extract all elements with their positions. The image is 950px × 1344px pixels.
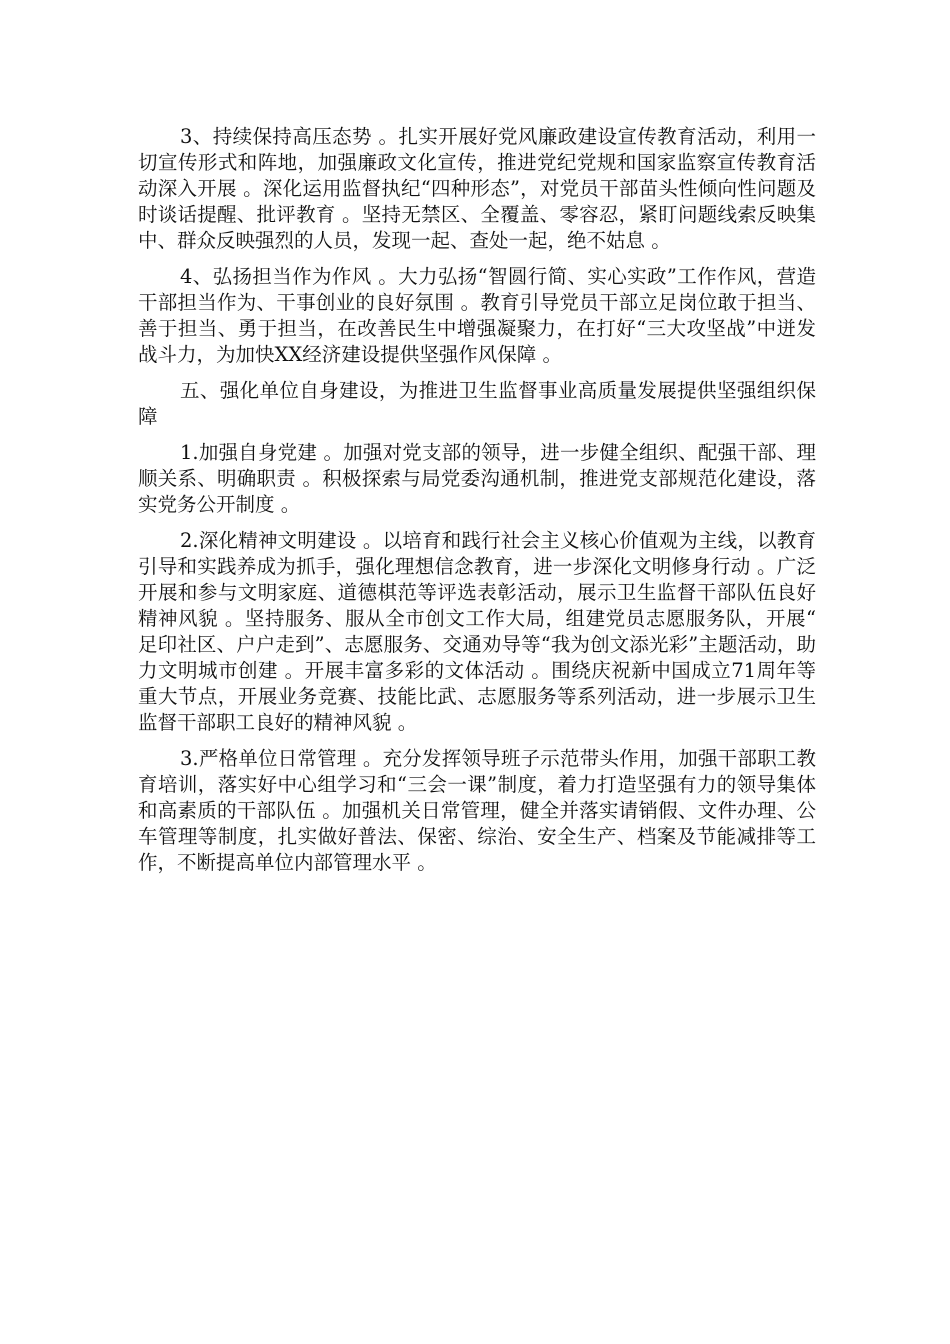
paragraph-sustain-pressure: 3、持续保持高压态势 。扎实开展好党风廉政建设宣传教育活动，利用一切宣传形式和阵地，加强廉政文化宣传，推进党纪党规和国家监察宣传教育活动深入开展 。深化运用监督执纪“四种形态”，对党员干部苗头性倾向性问题及时谈话提醒、批评教育 。坚持无禁区、全覆盖、零容忍，紧盯问题线索反映集中、群众反映强烈的人员，发现一起、查处一起，绝不姑息 。 bbox=[138, 125, 816, 252]
paragraph-responsibility-style: 4、弘扬担当作为作风 。大力弘扬“智圆行简、实心实政”工作作风，营造干部担当作为、干事创业的良好氛围 。教育引导党员干部立足岗位敢于担当、善于担当、勇于担当，在改善民生中增强凝聚力，在打好“三大攻坚战”中迸发战斗力，为加快XX经济建设提供坚强作风保障 。 bbox=[138, 265, 816, 366]
paragraph-party-building: 1.加强自身党建 。加强对党支部的领导，进一步健全组织、配强干部、理顺关系、明确职责 。积极探索与局党委沟通机制，推进党支部规范化建设，落实党务公开制度 。 bbox=[138, 441, 816, 516]
document-body bbox=[138, 124, 816, 886]
paragraph-civilization-building: 2.深化精神文明建设 。以培育和践行社会主义核心价值观为主线，以教育引导和实践养成为抓手，强化理想信念教育，进一步深化文明修身行动 。广泛开展和参与文明家庭、道德棋范等评选表彰活动，展示卫生监督干部队伍良好精神风貌 。坚持服务、服从全市创文工作大局，组建党员志愿服务队，开展“足印社区、户户走到”、志愿服务、交通劝导等“我为创文添光彩”主题活动，助力文明城市创建 。开展丰富多彩的文体活动 。围绕庆祝新中国成立71周年等重大节点，开展业务竞赛、技能比武、志愿服务等系列活动，进一步展示卫生监督干部职工良好的精神风貌 。 bbox=[138, 529, 816, 734]
section-heading-self-building: 五、强化单位自身建设，为推进卫生监督事业高质量发展提供坚强组织保障 bbox=[138, 379, 816, 428]
paragraph-daily-management: 3.严格单位日常管理 。充分发挥领导班子示范带头作用，加强干部职工教育培训，落实好中心组学习和“三会一课”制度，着力打造坚强有力的领导集体和高素质的干部队伍 。加强机关日常管理，健全并落实请销假、文件办理、公车管理等制度，扎实做好普法、保密、综治、安全生产、档案及节能减排等工作，不断提高单位内部管理水平 。 bbox=[138, 747, 816, 874]
